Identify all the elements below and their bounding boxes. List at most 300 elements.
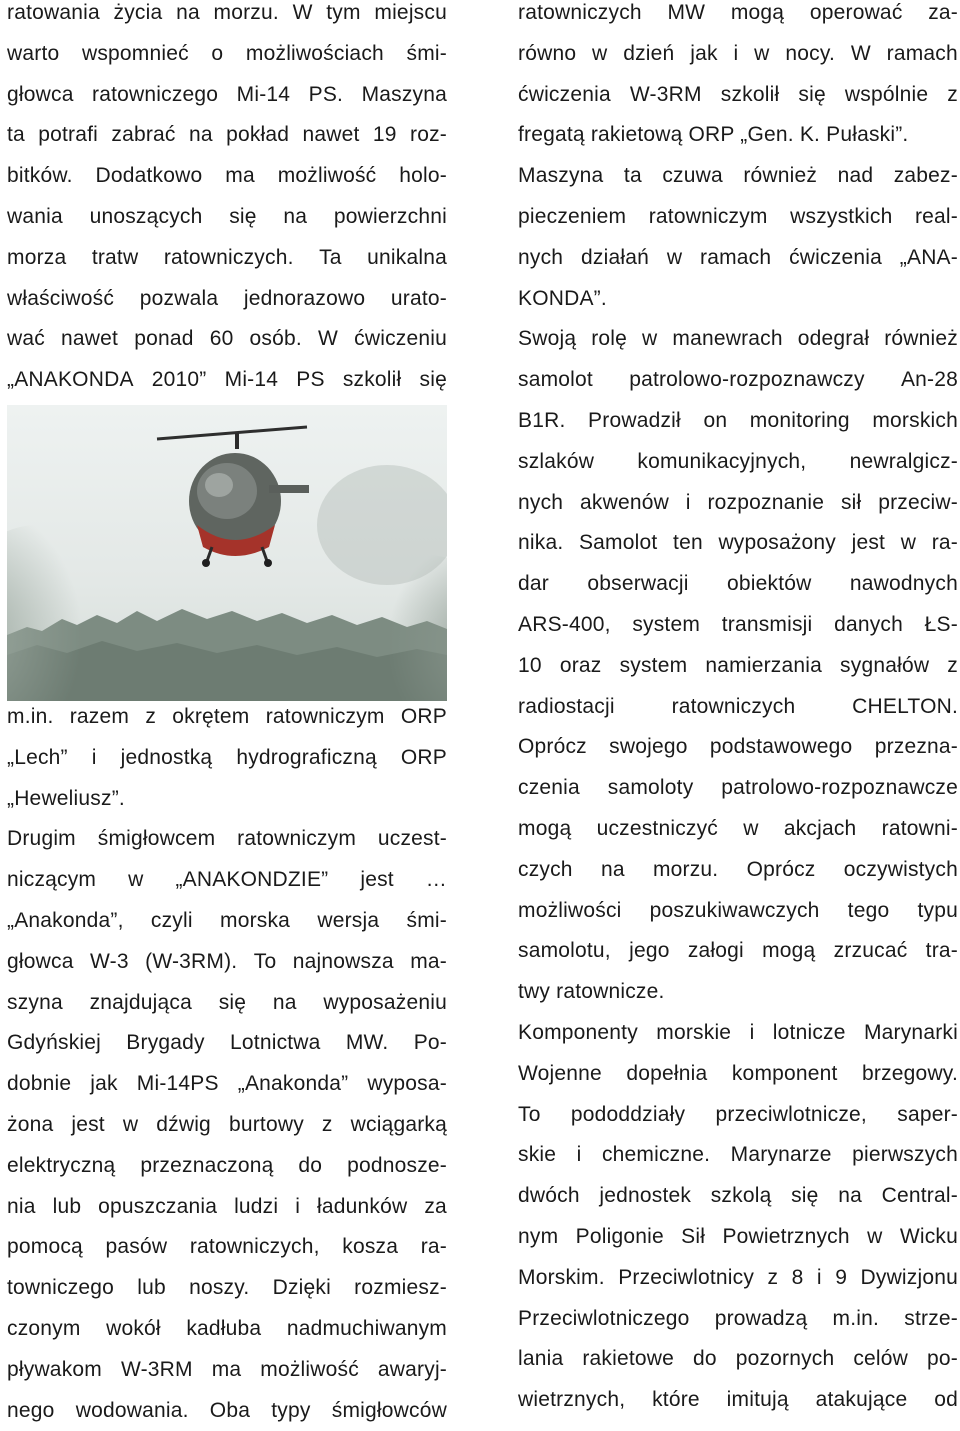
text-line — [518, 1216, 958, 1257]
word: morza — [7, 245, 67, 269]
text-line — [518, 686, 958, 727]
word: 2010” — [151, 368, 207, 392]
word: imitują — [726, 1388, 789, 1412]
word: wyposażony — [718, 531, 836, 555]
helicopter-image — [7, 405, 447, 701]
word: pływakom — [7, 1357, 102, 1381]
text-line — [7, 982, 447, 1023]
word: m.in. — [7, 705, 54, 728]
word: W — [292, 1, 313, 24]
word: system — [619, 653, 688, 677]
word: Gdyńskiej — [7, 1031, 102, 1055]
word: ARS-400, — [518, 613, 611, 636]
word: 8 — [791, 1265, 804, 1289]
word: morska — [220, 909, 291, 932]
word: oczywistych — [843, 857, 958, 881]
word: szyna — [7, 990, 63, 1014]
word: roz- — [410, 123, 447, 147]
text-line — [518, 890, 958, 931]
word: nadmuchiwanym — [286, 1317, 447, 1340]
word: 9 — [835, 1265, 848, 1289]
word: W — [318, 327, 339, 351]
word: W-3 — [90, 949, 129, 973]
word: rakietowe — [582, 1347, 675, 1371]
word: Dzięki — [272, 1276, 331, 1300]
word: i — [733, 41, 739, 65]
word: monitoring — [749, 409, 850, 432]
word: samoloty — [607, 776, 694, 800]
word: skie — [518, 1143, 557, 1167]
word: możliwość — [260, 1357, 359, 1381]
text-line — [518, 400, 958, 441]
word: m.in. — [832, 1306, 880, 1330]
word: mogą — [762, 939, 816, 963]
word: MW — [667, 1, 706, 24]
word: ta — [7, 123, 25, 147]
word: chemiczne. — [601, 1143, 711, 1167]
word: Morskim. — [518, 1265, 605, 1289]
word: życia — [113, 1, 163, 24]
word: Oprócz — [518, 735, 587, 759]
word: jednostek — [599, 1184, 692, 1208]
word: wyposażeniu — [323, 990, 447, 1014]
word: na — [272, 990, 297, 1014]
word: tego — [847, 898, 890, 922]
word: w — [642, 327, 658, 351]
word: Marynarze — [730, 1143, 832, 1167]
word: pasów — [105, 1235, 168, 1259]
word: Poligonie — [575, 1225, 664, 1248]
word: się — [419, 368, 447, 392]
word: również — [884, 327, 958, 351]
word: nocy. — [785, 41, 835, 65]
word: ramach — [700, 245, 772, 269]
word: nawet — [302, 123, 360, 147]
text-line — [7, 0, 447, 33]
word: To — [253, 949, 277, 973]
text-line — [518, 1134, 958, 1175]
word: osób. — [249, 327, 302, 351]
text-line — [7, 155, 447, 196]
word: obiektów — [727, 572, 812, 596]
word: morskich — [872, 409, 958, 432]
word: i — [295, 1194, 301, 1218]
word: nika. — [518, 531, 564, 555]
word: dobnie — [7, 1072, 72, 1096]
word: ma — [225, 164, 255, 188]
text-line — [518, 1257, 958, 1298]
word: nym — [518, 1225, 559, 1248]
word: Dodatkowo — [95, 164, 203, 188]
word: ratowni- — [881, 817, 958, 840]
word: real- — [914, 205, 958, 228]
word: To — [518, 1102, 541, 1126]
word: o — [211, 41, 224, 65]
word: unikalna — [367, 245, 447, 269]
word: w — [743, 817, 759, 840]
word: radiostacji — [518, 694, 615, 718]
text-line — [518, 604, 958, 645]
word: razem — [69, 705, 130, 728]
word: się — [798, 82, 826, 106]
word: pododdziały — [570, 1102, 686, 1126]
word: holo- — [399, 164, 447, 188]
word: czyli — [150, 909, 193, 932]
text-line — [518, 1379, 958, 1420]
text-line — [7, 1349, 447, 1390]
word: rozpoznanie — [707, 490, 825, 514]
word: Komponenty — [518, 1021, 638, 1044]
word: Swoją — [518, 327, 577, 351]
word: równo — [518, 41, 577, 65]
word: „ANAKONDA — [7, 368, 134, 392]
word: wietrznych, — [518, 1388, 626, 1412]
word: Przeciwlotniczego — [518, 1306, 690, 1330]
word: ramach — [886, 41, 958, 65]
text-line — [7, 33, 447, 74]
word: rozmiesz- — [354, 1276, 447, 1300]
word: 10 — [518, 653, 542, 677]
word: obserwacji — [587, 572, 689, 596]
word: komponent — [731, 1061, 838, 1085]
word: dwóch — [518, 1184, 580, 1208]
word: i — [576, 1143, 582, 1167]
word: jest — [851, 531, 886, 555]
word: ratowniczych — [671, 694, 796, 718]
word: „ANAKONDZIE” — [175, 868, 329, 892]
text-line: KONDA”. — [518, 286, 607, 310]
word: w — [666, 245, 683, 269]
word: ćwiczenia — [789, 245, 882, 269]
word: na — [600, 857, 625, 881]
word: Sił — [681, 1225, 706, 1248]
word: Oba — [209, 1398, 251, 1422]
word: podstawowego — [709, 735, 853, 759]
word: akcjach — [783, 817, 857, 840]
word: patrolowo-rozpoznawcze — [721, 776, 958, 800]
word: Brygady — [126, 1031, 205, 1055]
text-line — [7, 237, 447, 278]
text-line — [518, 1175, 958, 1216]
word: warto — [7, 41, 60, 65]
text-line: twy ratownicze. — [518, 980, 665, 1004]
word: uczestniczyć — [596, 817, 719, 840]
text-line — [518, 318, 958, 359]
word: hydrograficzną — [236, 745, 377, 769]
word: działań — [581, 245, 649, 269]
word: ma- — [410, 949, 447, 973]
word: jego — [629, 939, 670, 963]
word: ludzi — [234, 1194, 279, 1218]
text-line — [7, 1063, 447, 1104]
word: nego — [7, 1398, 55, 1422]
word: czych — [518, 857, 573, 881]
word: do — [692, 1347, 717, 1371]
word: ratowniczych — [518, 1, 642, 24]
text-line — [7, 1186, 447, 1227]
word: w — [754, 41, 770, 65]
word: potrafi — [38, 123, 99, 147]
word: tym — [326, 1, 361, 24]
text-line — [518, 563, 958, 604]
word: lotnicze — [772, 1021, 846, 1044]
word: typy — [271, 1398, 311, 1422]
word: na — [283, 205, 308, 228]
word: celów — [853, 1347, 909, 1371]
word: Lotnictwa — [230, 1031, 321, 1055]
word: 19 — [372, 123, 397, 147]
word: za- — [928, 1, 958, 24]
word: Central- — [881, 1184, 958, 1208]
word: W — [850, 41, 871, 65]
word: swojego — [609, 735, 688, 759]
word: załogi — [687, 939, 744, 963]
word: „ANA- — [899, 245, 958, 269]
word: „Anakonda”, — [7, 909, 124, 932]
text-line — [7, 859, 447, 900]
text-line — [7, 114, 447, 155]
word: z — [947, 653, 958, 677]
word: za — [424, 1194, 447, 1218]
helicopter-photo — [7, 405, 447, 701]
text-line — [7, 1226, 447, 1267]
word: zabez- — [893, 164, 958, 188]
word: w — [900, 531, 917, 555]
word: morzu. — [213, 1, 279, 24]
word: wszystkich — [790, 205, 893, 228]
word: Wicku — [899, 1225, 958, 1248]
word: śmigłowców — [331, 1398, 447, 1422]
text-line — [518, 1094, 958, 1135]
word: na — [838, 1184, 862, 1208]
text-line — [7, 1022, 447, 1063]
word: wersja — [317, 909, 380, 932]
word: MW. — [345, 1031, 389, 1055]
word: nawodnych — [849, 572, 958, 596]
word: ratowniczych. — [163, 245, 294, 269]
text-line — [7, 196, 447, 237]
word: wać — [7, 327, 45, 351]
word: mogą — [518, 817, 572, 840]
word: w — [122, 1113, 139, 1136]
word: jednostką — [120, 745, 213, 769]
text-line — [7, 74, 447, 115]
text-line — [518, 33, 958, 74]
text-line — [518, 1053, 958, 1094]
word: lania — [518, 1347, 564, 1371]
word: dopełnia — [626, 1061, 708, 1085]
word: tratw — [91, 245, 139, 269]
word: typu — [917, 898, 958, 922]
text-line — [518, 808, 958, 849]
word: oraz — [559, 653, 602, 677]
word: na — [188, 123, 213, 147]
word: wodowania. — [75, 1398, 189, 1422]
word: bitków. — [7, 164, 73, 188]
word: zabrać — [111, 123, 176, 147]
word: się — [229, 205, 257, 228]
word: patrolowo-rozpoznawczy — [629, 368, 865, 392]
word: samolot — [518, 368, 593, 392]
word: ćwiczenia — [518, 82, 611, 106]
word: ratowniczym — [237, 827, 357, 851]
word: szlaków — [518, 449, 595, 473]
text-line — [518, 74, 958, 115]
word: mogą — [730, 1, 785, 24]
text-line — [7, 941, 447, 982]
word: pomocą — [7, 1235, 83, 1259]
word: dźwig — [156, 1113, 211, 1136]
word: ra- — [931, 531, 958, 555]
word: jak — [690, 41, 718, 65]
word: operować — [809, 1, 903, 24]
word: pozornych — [735, 1347, 835, 1371]
word: szkolił — [720, 82, 780, 106]
word: przeznaczoną — [140, 1153, 274, 1177]
word: wyposa- — [367, 1072, 447, 1096]
word: towniczego — [7, 1276, 115, 1300]
word: brzegowy. — [862, 1061, 958, 1085]
word: śmigłowcem — [97, 827, 216, 851]
text-line — [518, 767, 958, 808]
word: nad — [837, 164, 874, 188]
word: z — [145, 705, 157, 728]
word: nia — [7, 1194, 36, 1218]
word: szkolił — [342, 368, 402, 392]
word: dar — [518, 572, 549, 596]
word: manewrach — [672, 327, 783, 351]
text-line — [7, 278, 447, 319]
word: lub — [137, 1276, 166, 1300]
word: ratowniczym — [265, 705, 385, 728]
text-line — [518, 930, 958, 971]
word: ŁS- — [924, 613, 958, 636]
text-line — [518, 359, 958, 400]
word: miejscu — [374, 1, 447, 24]
text-line — [7, 737, 447, 778]
word: Maszyna — [361, 82, 447, 106]
word: właściwość — [7, 286, 115, 310]
text-line — [7, 1308, 447, 1349]
word: Po- — [413, 1031, 447, 1055]
word: dzień — [623, 41, 675, 65]
word: (W-3RM). — [145, 949, 238, 973]
text-line: „Heweliusz”. — [7, 786, 125, 810]
word: Ta — [319, 245, 342, 269]
word: on — [703, 409, 728, 432]
word: przeciw- — [878, 490, 958, 514]
word: Marynarki — [863, 1021, 958, 1044]
word: ORP — [400, 745, 447, 769]
word: i — [685, 490, 691, 514]
word: od — [934, 1388, 958, 1412]
word: ćwiczeniu — [354, 327, 447, 351]
text-line — [7, 1145, 447, 1186]
text-line — [7, 1104, 447, 1145]
word: możliwościach — [245, 41, 384, 65]
word: danych — [834, 613, 903, 636]
text-line — [7, 818, 447, 859]
word: wokół — [106, 1317, 161, 1340]
word: i — [91, 745, 97, 769]
word: najnowsza — [292, 949, 394, 973]
word: się — [791, 1184, 819, 1208]
text-line — [518, 1298, 958, 1339]
word: ratowniczym — [648, 205, 768, 228]
word: elektryczną — [7, 1153, 116, 1177]
text-line — [518, 645, 958, 686]
word: pokład — [226, 123, 290, 147]
text-line — [518, 1012, 958, 1053]
word: tra- — [925, 939, 958, 963]
word: opuszczania — [98, 1194, 218, 1218]
word: PS. — [308, 82, 344, 106]
word: rolę — [591, 327, 628, 351]
text-line: fregatą rakietową ORP „Gen. K. Pułaski”. — [518, 123, 909, 147]
text-line — [518, 1338, 958, 1379]
word: również — [743, 164, 818, 188]
word: W-3RM — [629, 82, 702, 106]
word: możliwości — [518, 898, 622, 922]
word: na — [176, 1, 200, 24]
text-line — [7, 900, 447, 941]
text-line — [7, 359, 447, 400]
text-line — [518, 441, 958, 482]
word: Wojenne — [518, 1061, 602, 1085]
word: po- — [927, 1347, 958, 1371]
word: pierwszych — [852, 1143, 958, 1167]
text-line — [7, 318, 447, 359]
word: powierzchni — [333, 205, 447, 228]
word: przezna- — [874, 735, 958, 759]
word: CHELTON. — [852, 694, 958, 718]
word: śmi- — [406, 41, 447, 65]
word: noszy. — [189, 1276, 250, 1300]
word: 60 — [209, 327, 234, 351]
text-line — [7, 1267, 447, 1308]
word: urato- — [390, 286, 447, 310]
word: się — [218, 990, 247, 1014]
word: czuwa — [662, 164, 723, 188]
word: jest — [360, 868, 394, 892]
word: nawet — [61, 327, 119, 351]
word: komunikacyjnych, — [637, 449, 807, 473]
word: ra- — [420, 1235, 447, 1259]
word: znajdująca — [89, 990, 192, 1014]
word: W-3RM — [120, 1357, 193, 1381]
word: podnosze- — [347, 1153, 447, 1177]
word: strze- — [904, 1306, 958, 1330]
word: przeciwlotnicze, — [715, 1102, 867, 1126]
word: ponad — [134, 327, 194, 351]
word: Mi-14 — [224, 368, 279, 392]
word: żona — [7, 1113, 54, 1136]
word: ładunków — [317, 1194, 408, 1218]
word: akwenów — [580, 490, 669, 514]
word: saper- — [897, 1102, 958, 1126]
word: kosza — [342, 1235, 399, 1259]
text-line — [518, 237, 958, 278]
word: B1R. — [518, 409, 566, 432]
text-line — [518, 849, 958, 890]
text-line — [518, 155, 958, 196]
word: Prowadził — [588, 409, 681, 432]
word: wania — [7, 205, 63, 228]
word: pieczeniem — [518, 205, 627, 228]
word: ratowania — [7, 1, 100, 24]
word: ten — [673, 531, 703, 555]
word: nych — [518, 245, 564, 269]
